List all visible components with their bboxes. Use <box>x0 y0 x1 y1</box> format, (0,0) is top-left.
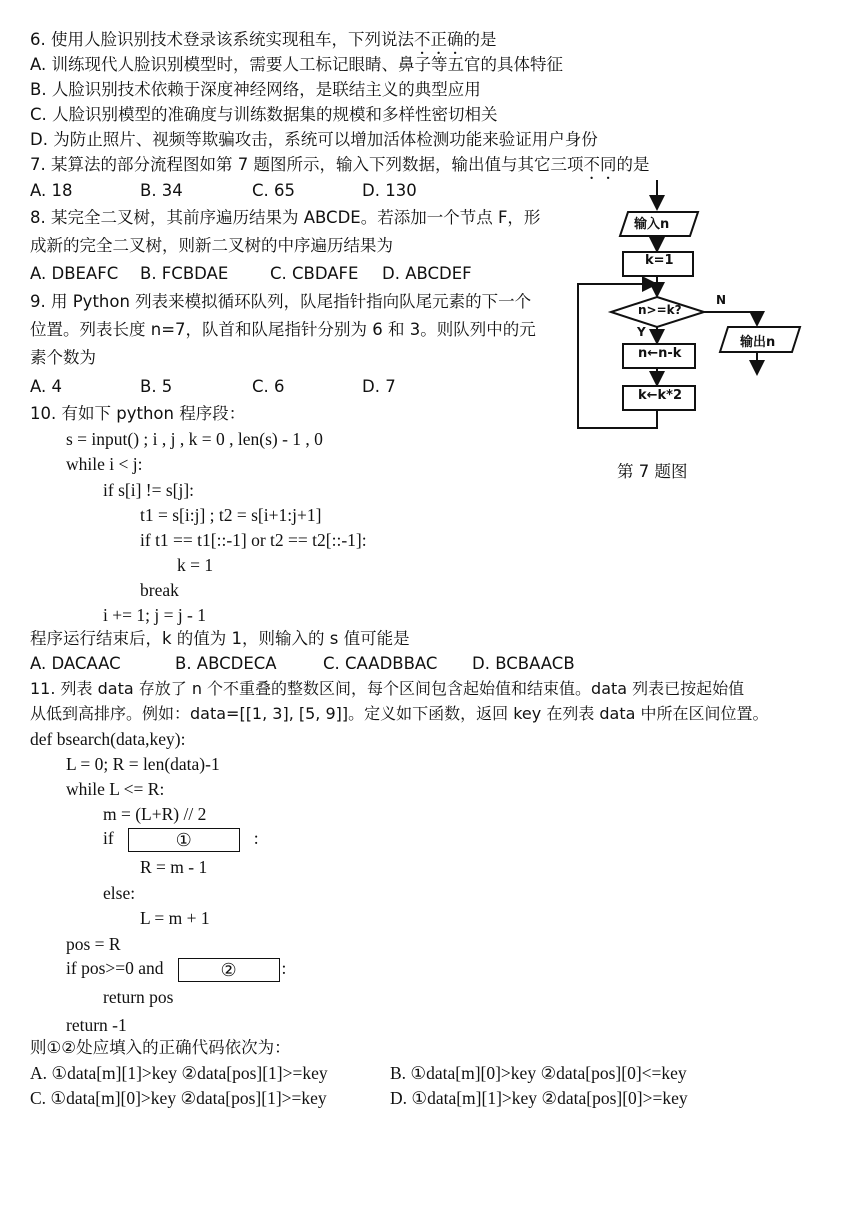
q7-option-a: A. 18 <box>30 181 73 200</box>
q7-option-c: C. 65 <box>252 181 296 200</box>
q11-stem-line2: 从低到高排序。例如：data=[[1, 3], [5, 9]]。定义如下函数，返回 key 在列表 data 中所在区间位置。 <box>30 704 769 723</box>
q9-stem-line2: 位置。列表长度 n=7，队首和队尾指针分别为 6 和 3。则队列中的元 <box>30 320 536 339</box>
q11-code-line: return pos <box>103 987 174 1007</box>
q10-option-d: D. BCBAACB <box>472 654 575 673</box>
q11-code-line: while L <= R: <box>66 779 165 799</box>
q10-code-line: while i < j: <box>66 454 143 474</box>
flow-output-label: 输出n <box>740 335 776 350</box>
q8-option-d: D. ABCDEF <box>382 264 472 283</box>
q8-option-c: C. CBDAFE <box>270 264 359 283</box>
q8-option-b: B. FCBDAE <box>140 264 229 283</box>
flow-step1-label: n←n-k <box>638 346 682 361</box>
flow-no-label: N <box>716 293 727 307</box>
q11-code-if-blank2: if pos>=0 and ② : <box>66 958 287 980</box>
q9-stem-line1: 9. 用 Python 列表来模拟循环队列，队尾指针指向队尾元素的下一个 <box>30 292 532 311</box>
q6-option-a: A. 训练现代人脸识别模型时，需要人工标记眼睛、鼻子等五官的具体特征 <box>30 55 563 74</box>
q11-stem-line1: 11. 列表 data 存放了 n 个不重叠的整数区间，每个区间包含起始值和结束值。data 列表已按起始值 <box>30 679 745 698</box>
q11-code-line: else: <box>103 883 136 903</box>
flow-input-label: 输入n <box>634 217 670 232</box>
q7-option-d: D. 130 <box>362 181 417 200</box>
q10-code-line: i += 1; j = j - 1 <box>103 605 207 625</box>
q11-option-a: A. ①data[m][1]>key ②data[pos][1]>=key <box>30 1063 328 1083</box>
q9-option-b: B. 5 <box>140 377 173 396</box>
flowchart-caption: 第 7 题图 <box>617 462 688 481</box>
q10-code-line: if t1 == t1[::-1] or t2 == t2[::-1]: <box>140 530 367 550</box>
q7-stem: 7. 某算法的部分流程图如第 7 题图所示，输入下列数据，输出值与其它三项不同的是 <box>30 155 650 174</box>
q11-option-c: C. ①data[m][0]>key ②data[pos][1]>=key <box>30 1088 327 1108</box>
q10-code-line: s = input() ; i , j , k = 0 , len(s) - 1 , 0 <box>66 429 323 449</box>
blank-1-box: ① <box>128 828 240 852</box>
q9-option-c: C. 6 <box>252 377 285 396</box>
q10-stem: 10. 有如下 python 程序段： <box>30 404 246 423</box>
q11-code-line: L = 0; R = len(data)-1 <box>66 754 220 774</box>
q11-option-d: D. ①data[m][1]>key ②data[pos][0]>=key <box>390 1088 688 1108</box>
flow-init-label: k=1 <box>645 253 674 268</box>
flow-decision-label: n>=k? <box>638 303 682 317</box>
q9-option-d: D. 7 <box>362 377 396 396</box>
q6-stem: 6. 使用人脸识别技术登录该系统实现租车，下列说法不正确的是 <box>30 30 497 49</box>
q6-option-d: D. 为防止照片、视频等欺骗攻击，系统可以增加活体检测功能来验证用户身份 <box>30 130 598 149</box>
q11-code-line: pos = R <box>66 934 121 954</box>
q8-stem-line1: 8. 某完全二叉树，其前序遍历结果为 ABCDE。若添加一个节点 F，形 <box>30 208 541 227</box>
q10-code-line: break <box>140 580 179 600</box>
q11-code-line: return -1 <box>66 1015 127 1035</box>
flow-step2-label: k←k*2 <box>638 388 683 403</box>
q10-code-line: if s[i] != s[j]: <box>103 480 195 500</box>
flow-yes-label: Y <box>637 325 646 339</box>
q10-after-text: 程序运行结束后，k 的值为 1，则输入的 s 值可能是 <box>30 629 410 648</box>
q11-code-if-blank1: if ① : <box>103 828 259 850</box>
q10-option-c: C. CAADBBAC <box>323 654 438 673</box>
q10-option-b: B. ABCDECA <box>175 654 277 673</box>
q11-code-line: m = (L+R) // 2 <box>103 804 207 824</box>
q10-code-line: t1 = s[i:j] ; t2 = s[i+1:j+1] <box>140 505 322 525</box>
q11-code-def: def bsearch(data,key): <box>30 729 186 749</box>
q8-stem-line2: 成新的完全二叉树，则新二叉树的中序遍历结果为 <box>30 236 393 255</box>
q8-option-a: A. DBEAFC <box>30 264 119 283</box>
q9-option-a: A. 4 <box>30 377 62 396</box>
q11-ask: 则①②处应填入的正确代码依次为： <box>30 1038 291 1057</box>
q11-code-line: L = m + 1 <box>140 908 210 928</box>
blank-2-box: ② <box>178 958 280 982</box>
q10-option-a: A. DACAAC <box>30 654 121 673</box>
q10-code-line: k = 1 <box>177 555 214 575</box>
q11-option-b: B. ①data[m][0]>key ②data[pos][0]<=key <box>390 1063 687 1083</box>
q7-option-b: B. 34 <box>140 181 183 200</box>
q6-option-c: C. 人脸识别模型的准确度与训练数据集的规模和多样性密切相关 <box>30 105 498 124</box>
q9-stem-line3: 素个数为 <box>30 348 96 367</box>
q11-code-line: R = m - 1 <box>140 857 208 877</box>
q6-option-b: B. 人脸识别技术依赖于深度神经网络，是联结主义的典型应用 <box>30 80 481 99</box>
